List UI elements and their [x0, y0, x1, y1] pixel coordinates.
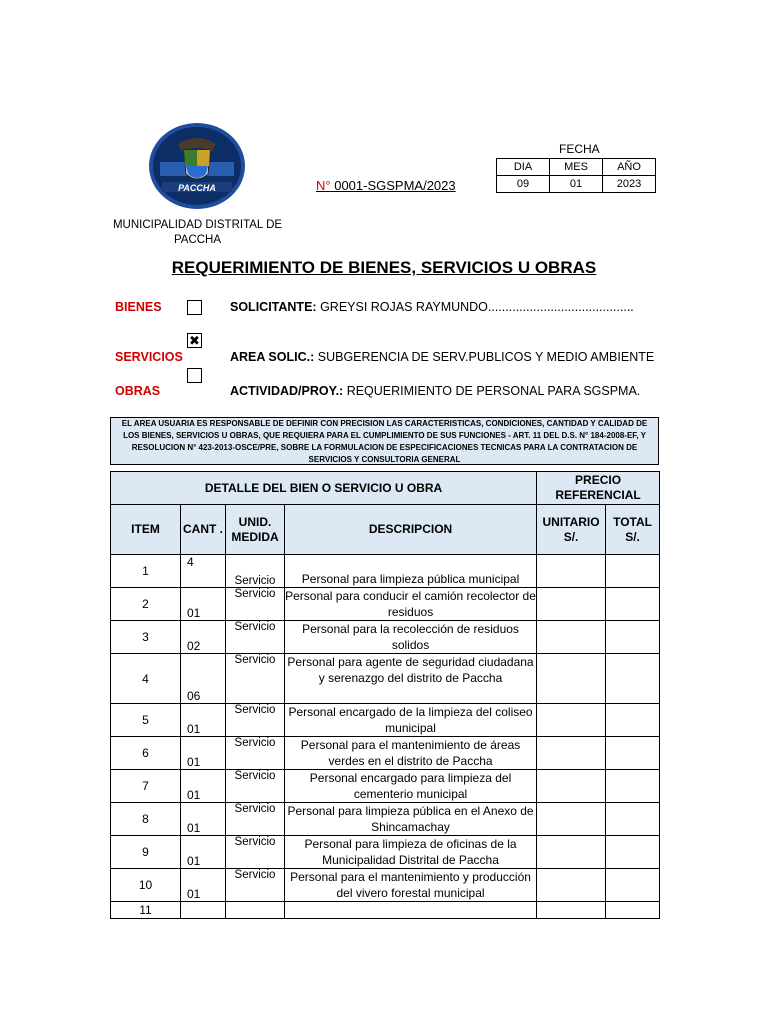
- category-obras-label: OBRAS: [115, 384, 161, 398]
- organization-name: MUNICIPALIDAD DISTRITAL DE PACCHA: [112, 219, 283, 246]
- row-item: 1: [111, 555, 181, 588]
- row-total-price: [606, 588, 660, 621]
- table-row: [111, 902, 660, 919]
- solicitante-value: GREYSI ROJAS RAYMUNDO..........................................: [320, 300, 634, 314]
- col-header-unid: UNID. MEDIDA: [226, 505, 285, 555]
- row-unit-price: [537, 836, 606, 869]
- row-unit-price: [537, 621, 606, 654]
- row-item: 10: [111, 869, 181, 902]
- number-prefix: N°: [316, 178, 331, 193]
- row-total-price: [606, 737, 660, 770]
- area-field: [230, 350, 654, 364]
- row-item: 5: [111, 704, 181, 737]
- row-unit: Servicio: [226, 770, 285, 803]
- row-item: 8: [111, 803, 181, 836]
- row-total-price: [606, 704, 660, 737]
- row-unit-price: [537, 704, 606, 737]
- row-unit: Servicio: [226, 555, 285, 588]
- requirements-table: [110, 471, 660, 919]
- date-header-year: AÑO: [603, 159, 656, 176]
- number-value: 0001-SGSPMA/2023: [334, 178, 456, 193]
- row-description: Personal para el mantenimiento y producción del vivero forestal municipal: [285, 869, 537, 902]
- table-row: [111, 654, 660, 704]
- actividad-label: ACTIVIDAD/PROY.:: [230, 384, 344, 398]
- area-value: SUBGERENCIA DE SERV.PUBLICOS Y MEDIO AMBIENTE: [317, 350, 655, 364]
- row-quantity: 06: [181, 654, 226, 704]
- detail-header: DETALLE DEL BIEN O SERVICIO U OBRA: [111, 472, 537, 505]
- row-item: 2: [111, 588, 181, 621]
- row-unit: Servicio: [226, 621, 285, 654]
- row-unit: Servicio: [226, 836, 285, 869]
- row-unit: [226, 902, 285, 919]
- row-item: 9: [111, 836, 181, 869]
- row-quantity: [181, 902, 226, 919]
- row-unit-price: [537, 737, 606, 770]
- document-number: [316, 178, 456, 193]
- table-row: [111, 803, 660, 836]
- solicitante-label: SOLICITANTE:: [230, 300, 317, 314]
- date-day: 09: [497, 176, 550, 193]
- row-total-price: [606, 803, 660, 836]
- row-unit: Servicio: [226, 803, 285, 836]
- row-unit: Servicio: [226, 869, 285, 902]
- row-description: [285, 902, 537, 919]
- row-total-price: [606, 621, 660, 654]
- col-header-desc: DESCRIPCION: [285, 505, 537, 555]
- date-year: 2023: [603, 176, 656, 193]
- row-total-price: [606, 836, 660, 869]
- row-item: 4: [111, 654, 181, 704]
- row-unit: Servicio: [226, 704, 285, 737]
- row-description: Personal para limpieza pública municipal: [285, 555, 537, 588]
- row-unit: Servicio: [226, 737, 285, 770]
- actividad-field: [230, 384, 640, 398]
- row-unit-price: [537, 902, 606, 919]
- row-item: 6: [111, 737, 181, 770]
- date-header-day: DIA: [497, 159, 550, 176]
- table-row: [111, 869, 660, 902]
- table-row: [111, 555, 660, 588]
- logo-text: PACCHA: [178, 183, 216, 193]
- table-row: [111, 836, 660, 869]
- row-quantity: 4: [181, 555, 226, 588]
- row-description: Personal para conducir el camión recolector de residuos: [285, 589, 536, 619]
- row-quantity: 01: [181, 704, 226, 737]
- table-row: [111, 704, 660, 737]
- row-description: Personal para agente de seguridad ciudadana y serenazgo del distrito de Paccha: [285, 654, 537, 704]
- price-header: PRECIO REFERENCIAL: [537, 472, 660, 505]
- table-row: [111, 737, 660, 770]
- checkbox-obras[interactable]: [187, 368, 202, 383]
- row-item: 7: [111, 770, 181, 803]
- row-quantity: 01: [181, 869, 226, 902]
- col-header-item: ITEM: [111, 505, 181, 555]
- row-description: Personal encargado de la limpieza del coliseo municipal: [285, 704, 537, 737]
- row-quantity: 01: [181, 737, 226, 770]
- row-quantity: 02: [181, 621, 226, 654]
- row-unit-price: [537, 654, 606, 704]
- row-item: 3: [111, 621, 181, 654]
- row-unit-price: [537, 770, 606, 803]
- row-quantity: 01: [181, 836, 226, 869]
- date-month: 01: [550, 176, 603, 193]
- checkbox-servicios[interactable]: ✖: [187, 333, 202, 348]
- row-total-price: [606, 869, 660, 902]
- row-quantity: 01: [181, 770, 226, 803]
- row-unit-price: [537, 869, 606, 902]
- category-servicios-label: SERVICIOS: [115, 350, 183, 364]
- row-item: 11: [111, 902, 181, 919]
- row-total-price: [606, 770, 660, 803]
- row-description: Personal para limpieza pública en el Anexo de Shincamachay: [285, 803, 537, 836]
- row-unit-price: [537, 588, 606, 621]
- row-unit: Servicio: [226, 654, 285, 704]
- row-total-price: [606, 555, 660, 588]
- row-description: Personal para el mantenimiento de áreas verdes en el distrito de Paccha: [285, 737, 537, 770]
- row-total-price: [606, 654, 660, 704]
- category-bienes-label: BIENES: [115, 300, 162, 314]
- row-unit-price: [537, 555, 606, 588]
- checkbox-bienes[interactable]: [187, 300, 202, 315]
- table-row: [111, 770, 660, 803]
- col-header-cant: CANT .: [181, 505, 226, 555]
- table-row: [111, 588, 660, 621]
- date-table: [496, 158, 656, 193]
- legal-notice: EL AREA USUARIA ES RESPONSABLE DE DEFINIR CON PRECISION LAS CARACTERISTICAS, CONDICIONES, CANTIDAD Y CALIDAD DE LOS BIENES, SERVICIOS U OBRAS, QUE REQUIERA PARA EL CUMPLIMIENTO DE SUS FUNCIONES - ART. 11 DEL D.S. N° 184-2008-EF, Y RESOLUCION N° 423-2013-OSCE/PRE, SOBRE LA FORMULACION DE ESPECIFICACIONES TECNICAS PARA LA CONTRATACION DE SERVICIOS Y CONSULTORIA GENERAL: [110, 417, 659, 465]
- row-description: Personal para limpieza de oficinas de la Municipalidad Distrital de Paccha: [285, 836, 537, 869]
- date-label: FECHA: [559, 142, 600, 156]
- row-description: Personal encargado para limpieza del cementerio municipal: [285, 770, 537, 803]
- actividad-value: REQUERIMIENTO DE PERSONAL PARA SGSPMA.: [346, 384, 641, 398]
- page-title: REQUERIMIENTO DE BIENES, SERVICIOS U OBRAS: [171, 258, 597, 277]
- col-header-unitario: UNITARIO S/.: [537, 505, 606, 555]
- municipality-logo: [148, 122, 246, 210]
- area-label: AREA SOLIC.:: [230, 350, 315, 364]
- date-header-month: MES: [550, 159, 603, 176]
- row-unit-price: [537, 803, 606, 836]
- row-unit: Servicio: [226, 588, 285, 621]
- row-quantity: 01: [181, 588, 226, 621]
- row-total-price: [606, 902, 660, 919]
- row-quantity: 01: [181, 803, 226, 836]
- row-description: Personal para la recolección de residuos solidos: [285, 621, 537, 654]
- solicitante-field: [230, 300, 634, 314]
- table-row: [111, 621, 660, 654]
- col-header-total: TOTAL S/.: [606, 505, 660, 555]
